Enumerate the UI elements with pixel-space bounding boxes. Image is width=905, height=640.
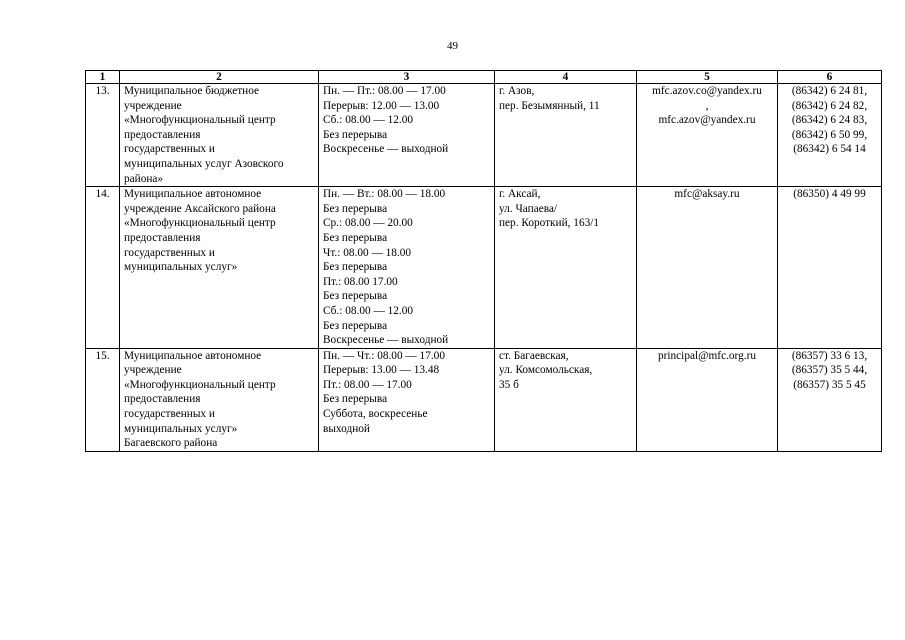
- working-hours-line: Без перерыва: [323, 202, 388, 215]
- phone-line: (86357) 35 5 45: [793, 378, 866, 391]
- column-header-email: 5: [637, 71, 778, 84]
- email-line: principal@mfc.org.ru: [657, 349, 757, 362]
- working-hours-line: Перерыв: 13.00 — 13.48: [323, 364, 440, 377]
- institution-name-line: «Многофункциональный центр: [124, 114, 276, 127]
- address-line: ул. Комсомольская,: [499, 364, 593, 377]
- working-hours-line: Без перерыва: [323, 393, 388, 406]
- row-number: 14.: [86, 187, 120, 349]
- institution-name-line: государственных и: [124, 408, 215, 421]
- column-header-number: 1: [86, 71, 120, 84]
- address-cell: [495, 187, 637, 349]
- table-row: [86, 348, 882, 451]
- address-line: г. Азов,: [499, 85, 535, 97]
- institution-name-line: «Многофункциональный центр: [124, 378, 276, 391]
- institution-name-line: предоставления: [124, 393, 201, 406]
- working-hours-cell: [319, 348, 495, 451]
- address-cell: [495, 84, 637, 187]
- working-hours-line: Пн. — Чт.: 08.00 — 17.00: [323, 349, 445, 362]
- address-line: ст. Багаевская,: [499, 349, 569, 362]
- institution-name-line: муниципальных услуг»: [124, 261, 238, 274]
- working-hours-line: Сб.: 08.00 — 12.00: [323, 114, 413, 127]
- institution-name-line: Багаевского района: [124, 437, 218, 450]
- phone-line: (86357) 35 5 44,: [791, 364, 868, 377]
- institution-name-cell: [120, 348, 319, 451]
- phone-line: (86342) 6 24 82,: [791, 99, 868, 112]
- working-hours-line: Чт.: 08.00 — 18.00: [323, 246, 411, 259]
- email-line: mfc@aksay.ru: [674, 188, 740, 201]
- working-hours-cell: [319, 84, 495, 187]
- table-header-row: [86, 71, 882, 84]
- institution-name-line: Муниципальное автономное: [124, 349, 262, 362]
- working-hours-line: Без перерыва: [323, 261, 388, 274]
- phone-line: (86342) 6 24 83,: [791, 114, 868, 127]
- email-cell: [637, 84, 778, 187]
- institution-name-line: учреждение: [124, 99, 182, 112]
- working-hours-line: Пт.: 08.00 17.00: [323, 275, 398, 288]
- column-header-name: 2: [120, 71, 319, 84]
- phone-cell: [778, 84, 882, 187]
- phone-line: (86342) 6 50 99,: [791, 128, 868, 141]
- email-cell: [637, 348, 778, 451]
- working-hours-line: Без перерыва: [323, 128, 388, 141]
- address-line: ул. Чапаева/: [499, 202, 558, 215]
- row-number: 13.: [86, 84, 120, 187]
- working-hours-line: Ср.: 08.00 — 20.00: [323, 217, 413, 230]
- institution-name-line: предоставления: [124, 231, 201, 244]
- working-hours-line: Перерыв: 12.00 — 13.00: [323, 99, 440, 112]
- column-header-schedule: 3: [319, 71, 495, 84]
- phone-line: (86357) 33 6 13,: [791, 349, 868, 362]
- institution-name-cell: [120, 187, 319, 349]
- institution-name-line: района»: [124, 172, 164, 185]
- email-cell: [637, 187, 778, 349]
- institution-name-line: муниципальных услуг Азовского: [124, 157, 284, 170]
- working-hours-line: Пт.: 08.00 — 17.00: [323, 378, 412, 391]
- column-header-phone: 6: [778, 71, 882, 84]
- working-hours-line: Воскресенье — выходной: [323, 143, 449, 156]
- institution-name-line: учреждение Аксайского района: [124, 202, 276, 215]
- working-hours-cell: [319, 187, 495, 349]
- phone-line: (86350) 4 49 99: [793, 188, 866, 201]
- working-hours-line: Воскресенье — выходной: [323, 334, 449, 347]
- address-cell: [495, 348, 637, 451]
- working-hours-line: Без перерыва: [323, 319, 388, 332]
- mfc-table: [85, 70, 882, 452]
- institution-name-line: учреждение: [124, 364, 182, 377]
- working-hours-line: Без перерыва: [323, 290, 388, 303]
- working-hours-line: Без перерыва: [323, 231, 388, 244]
- address-line: 35 б: [499, 378, 519, 391]
- phone-line: (86342) 6 54 14: [793, 143, 866, 156]
- working-hours-line: Пн. — Вт.: 08.00 — 18.00: [323, 188, 446, 201]
- table-row: [86, 187, 882, 349]
- address-line: пер. Безымянный, 11: [499, 99, 600, 112]
- page-number: 49: [447, 40, 458, 52]
- institution-name-line: Муниципальное бюджетное: [124, 85, 260, 97]
- working-hours-line: выходной: [323, 422, 370, 435]
- address-line: г. Аксай,: [499, 188, 541, 201]
- working-hours-line: Пн. — Пт.: 08.00 — 17.00: [323, 85, 446, 97]
- email-line: mfc.azov@yandex.ru: [658, 114, 756, 127]
- email-line: mfc.azov.co@yandex.ru: [652, 85, 762, 97]
- address-line: пер. Короткий, 163/1: [499, 217, 600, 230]
- table-row: [86, 84, 882, 187]
- institution-name-line: предоставления: [124, 128, 201, 141]
- institution-name-line: Муниципальное автономное: [124, 188, 262, 201]
- phone-line: (86342) 6 24 81,: [791, 85, 868, 97]
- phone-cell: [778, 348, 882, 451]
- column-header-address: 4: [495, 71, 637, 84]
- phone-cell: [778, 187, 882, 349]
- institution-name-cell: [120, 84, 319, 187]
- institution-name-line: «Многофункциональный центр: [124, 217, 276, 230]
- email-line: ,: [705, 99, 709, 112]
- row-number: 15.: [86, 348, 120, 451]
- institution-name-line: государственных и: [124, 246, 215, 259]
- working-hours-line: Суббота, воскресенье: [323, 408, 428, 421]
- working-hours-line: Сб.: 08.00 — 12.00: [323, 304, 413, 317]
- institution-name-line: государственных и: [124, 143, 215, 156]
- institution-name-line: муниципальных услуг»: [124, 422, 238, 435]
